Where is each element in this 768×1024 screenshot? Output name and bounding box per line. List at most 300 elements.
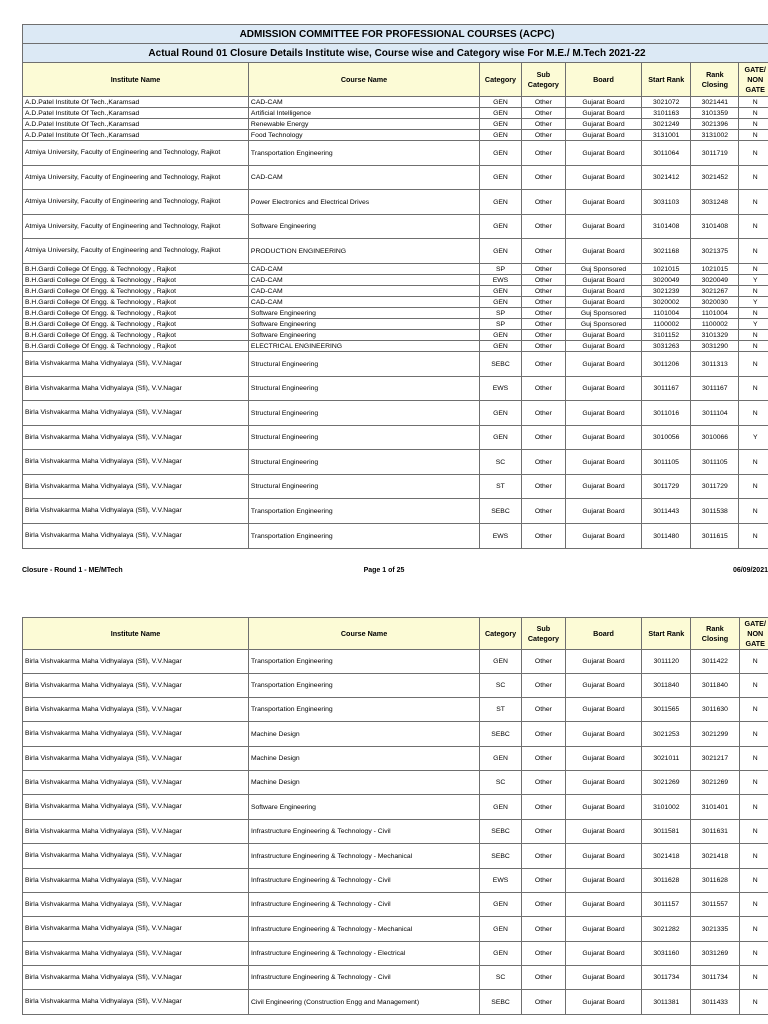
sub-category-cell: Other bbox=[521, 341, 565, 352]
institute-cell: Birla Vishvakarma Maha Vidhyalaya (Sfi), V.V.Nagar bbox=[23, 771, 249, 795]
rank-closing-cell: 3101408 bbox=[691, 215, 739, 239]
sub-category-cell: Other bbox=[521, 119, 565, 130]
rank-closing-cell: 3011104 bbox=[691, 401, 739, 426]
course-cell: Artificial Intelligence bbox=[248, 108, 479, 119]
gate-cell: N bbox=[739, 166, 768, 190]
table-row bbox=[23, 215, 768, 239]
start-rank-cell: 3011840 bbox=[642, 674, 691, 698]
course-cell: CAD-CAM bbox=[248, 166, 479, 190]
start-rank-cell: 3101408 bbox=[642, 215, 691, 239]
table-row bbox=[23, 917, 768, 942]
header-gate: GATE/ NON GATE bbox=[739, 618, 768, 650]
board-cell: Gujarat Board bbox=[565, 499, 641, 524]
header-gate: GATE/ NON GATE bbox=[739, 63, 768, 97]
course-cell: Transportation Engineering bbox=[248, 698, 479, 722]
start-rank-cell: 3020002 bbox=[642, 297, 691, 308]
course-cell: Machine Design bbox=[248, 771, 479, 795]
course-cell: Structural Engineering bbox=[248, 426, 479, 450]
course-cell: Infrastructure Engineering & Technology - Civil bbox=[248, 966, 479, 990]
course-cell: Structural Engineering bbox=[248, 377, 479, 401]
sub-category-cell: Other bbox=[521, 239, 565, 264]
category-cell: SEBC bbox=[480, 820, 522, 844]
course-cell: Infrastructure Engineering & Technology - Mechanical bbox=[248, 844, 479, 869]
board-cell: Gujarat Board bbox=[565, 239, 641, 264]
start-rank-cell: 3021168 bbox=[642, 239, 691, 264]
sub-category-cell: Other bbox=[521, 524, 565, 549]
gate-cell: N bbox=[739, 130, 768, 141]
rank-closing-cell: 3031248 bbox=[691, 190, 739, 215]
start-rank-cell: 3021011 bbox=[642, 747, 691, 771]
category-cell: SEBC bbox=[480, 844, 522, 869]
course-cell: Software Engineering bbox=[248, 215, 479, 239]
table-row bbox=[23, 297, 768, 308]
start-rank-cell: 3021282 bbox=[642, 917, 691, 942]
course-cell: Software Engineering bbox=[248, 795, 479, 820]
start-rank-cell: 3021269 bbox=[642, 771, 691, 795]
rank-closing-cell: 3011167 bbox=[691, 377, 739, 401]
course-cell: Structural Engineering bbox=[248, 401, 479, 426]
board-cell: Gujarat Board bbox=[565, 942, 641, 966]
board-cell: Guj Sponsored bbox=[565, 308, 641, 319]
rank-closing-cell: 3021335 bbox=[691, 917, 739, 942]
document-subtitle: Actual Round 01 Closure Details Institute wise, Course wise and Category wise For M.E./ M.Tech 2021-22 bbox=[23, 44, 768, 63]
gate-cell: N bbox=[739, 771, 768, 795]
course-cell: Structural Engineering bbox=[248, 352, 479, 377]
category-cell: GEN bbox=[480, 942, 522, 966]
gate-cell: N bbox=[739, 352, 768, 377]
table-row bbox=[23, 141, 768, 166]
rank-closing-cell: 3021441 bbox=[691, 97, 739, 108]
category-cell: EWS bbox=[480, 377, 522, 401]
board-cell: Gujarat Board bbox=[565, 401, 641, 426]
institute-cell: A.D.Patel Institute Of Tech.,Karamsad bbox=[23, 97, 249, 108]
gate-cell: N bbox=[739, 264, 768, 275]
gate-cell: N bbox=[739, 844, 768, 869]
board-cell: Gujarat Board bbox=[565, 141, 641, 166]
start-rank-cell: 3101152 bbox=[642, 330, 691, 341]
institute-cell: Birla Vishvakarma Maha Vidhyalaya (Sfi), V.V.Nagar bbox=[23, 450, 249, 475]
sub-category-cell: Other bbox=[521, 450, 565, 475]
start-rank-cell: 3021412 bbox=[642, 166, 691, 190]
rank-closing-cell: 3011313 bbox=[691, 352, 739, 377]
header-institute: Institute Name bbox=[23, 63, 249, 97]
gate-cell: N bbox=[739, 97, 768, 108]
table-row bbox=[23, 990, 768, 1015]
institute-cell: Birla Vishvakarma Maha Vidhyalaya (Sfi), V.V.Nagar bbox=[23, 795, 249, 820]
start-rank-cell: 3031103 bbox=[642, 190, 691, 215]
board-cell: Gujarat Board bbox=[565, 475, 641, 499]
start-rank-cell: 3011628 bbox=[642, 869, 691, 893]
category-cell: GEN bbox=[480, 795, 522, 820]
table-row bbox=[23, 119, 768, 130]
institute-cell: Atmiya University, Faculty of Engineering and Technology, Rajkot bbox=[23, 166, 249, 190]
table-row bbox=[23, 674, 768, 698]
sub-category-cell: Other bbox=[521, 275, 565, 286]
institute-cell: A.D.Patel Institute Of Tech.,Karamsad bbox=[23, 130, 249, 141]
course-cell: Machine Design bbox=[248, 747, 479, 771]
category-cell: GEN bbox=[480, 917, 522, 942]
start-rank-cell: 3011206 bbox=[642, 352, 691, 377]
category-cell: SC bbox=[480, 450, 522, 475]
category-cell: SEBC bbox=[480, 990, 522, 1015]
sub-category-cell: Other bbox=[521, 966, 565, 990]
institute-cell: B.H.Gardi College Of Engg. & Technology , Rajkot bbox=[23, 275, 249, 286]
start-rank-cell: 3020049 bbox=[642, 275, 691, 286]
start-rank-cell: 3011565 bbox=[642, 698, 691, 722]
category-cell: GEN bbox=[480, 747, 522, 771]
start-rank-cell: 3101163 bbox=[642, 108, 691, 119]
institute-cell: Birla Vishvakarma Maha Vidhyalaya (Sfi), V.V.Nagar bbox=[23, 426, 249, 450]
table-row bbox=[23, 286, 768, 297]
course-cell: Transportation Engineering bbox=[248, 650, 479, 674]
category-cell: EWS bbox=[480, 524, 522, 549]
start-rank-cell: 3011167 bbox=[642, 377, 691, 401]
footer-page-number: Page 1 of 25 bbox=[363, 567, 405, 574]
gate-cell: N bbox=[739, 401, 768, 426]
course-cell: Infrastructure Engineering & Technology - Civil bbox=[248, 893, 479, 917]
header-sub-category: Sub Category bbox=[521, 618, 565, 650]
sub-category-cell: Other bbox=[521, 795, 565, 820]
institute-cell: Birla Vishvakarma Maha Vidhyalaya (Sfi), V.V.Nagar bbox=[23, 942, 249, 966]
table-row bbox=[23, 450, 768, 475]
institute-cell: A.D.Patel Institute Of Tech.,Karamsad bbox=[23, 119, 249, 130]
institute-cell: Birla Vishvakarma Maha Vidhyalaya (Sfi), V.V.Nagar bbox=[23, 377, 249, 401]
start-rank-cell: 3011443 bbox=[642, 499, 691, 524]
category-cell: SEBC bbox=[480, 352, 522, 377]
course-cell: Infrastructure Engineering & Technology - Electrical bbox=[248, 942, 479, 966]
board-cell: Gujarat Board bbox=[565, 747, 641, 771]
board-cell: Gujarat Board bbox=[565, 650, 641, 674]
table-row bbox=[23, 401, 768, 426]
rank-closing-cell: 3101401 bbox=[691, 795, 739, 820]
start-rank-cell: 3011480 bbox=[642, 524, 691, 549]
course-cell: Machine Design bbox=[248, 722, 479, 747]
table-row bbox=[23, 108, 768, 119]
institute-cell: Birla Vishvakarma Maha Vidhyalaya (Sfi), V.V.Nagar bbox=[23, 990, 249, 1015]
course-cell: Software Engineering bbox=[248, 308, 479, 319]
gate-cell: N bbox=[739, 820, 768, 844]
course-cell: CAD-CAM bbox=[248, 264, 479, 275]
course-cell: CAD-CAM bbox=[248, 286, 479, 297]
rank-closing-cell: 3021396 bbox=[691, 119, 739, 130]
institute-cell: Atmiya University, Faculty of Engineering and Technology, Rajkot bbox=[23, 239, 249, 264]
institute-cell: Birla Vishvakarma Maha Vidhyalaya (Sfi), V.V.Nagar bbox=[23, 650, 249, 674]
table-row bbox=[23, 869, 768, 893]
course-cell: ELECTRICAL ENGINEERING bbox=[248, 341, 479, 352]
table-row bbox=[23, 942, 768, 966]
category-cell: SP bbox=[480, 319, 522, 330]
sub-category-cell: Other bbox=[521, 426, 565, 450]
category-cell: SC bbox=[480, 674, 522, 698]
rank-closing-cell: 3021375 bbox=[691, 239, 739, 264]
gate-cell: N bbox=[739, 747, 768, 771]
start-rank-cell: 3011157 bbox=[642, 893, 691, 917]
category-cell: GEN bbox=[480, 108, 522, 119]
board-cell: Gujarat Board bbox=[565, 869, 641, 893]
gate-cell: N bbox=[739, 990, 768, 1015]
gate-cell: N bbox=[739, 524, 768, 549]
sub-category-cell: Other bbox=[521, 990, 565, 1015]
table-row bbox=[23, 795, 768, 820]
sub-category-cell: Other bbox=[521, 308, 565, 319]
institute-cell: Birla Vishvakarma Maha Vidhyalaya (Sfi), V.V.Nagar bbox=[23, 698, 249, 722]
sub-category-cell: Other bbox=[521, 942, 565, 966]
table-row bbox=[23, 722, 768, 747]
institute-cell: B.H.Gardi College Of Engg. & Technology , Rajkot bbox=[23, 319, 249, 330]
start-rank-cell: 3101002 bbox=[642, 795, 691, 820]
category-cell: SC bbox=[480, 771, 522, 795]
board-cell: Gujarat Board bbox=[565, 722, 641, 747]
rank-closing-cell: 3011631 bbox=[691, 820, 739, 844]
sub-category-cell: Other bbox=[521, 264, 565, 275]
sub-category-cell: Other bbox=[521, 286, 565, 297]
board-cell: Gujarat Board bbox=[565, 275, 641, 286]
board-cell: Gujarat Board bbox=[565, 130, 641, 141]
sub-category-cell: Other bbox=[521, 330, 565, 341]
header-rank-closing: Rank Closing bbox=[691, 63, 739, 97]
header-course: Course Name bbox=[248, 63, 479, 97]
table-row bbox=[23, 650, 768, 674]
start-rank-cell: 3011734 bbox=[642, 966, 691, 990]
institute-cell: Birla Vishvakarma Maha Vidhyalaya (Sfi), V.V.Nagar bbox=[23, 401, 249, 426]
course-cell: CAD-CAM bbox=[248, 297, 479, 308]
sub-category-cell: Other bbox=[521, 190, 565, 215]
gate-cell: Y bbox=[739, 297, 768, 308]
table-row bbox=[23, 319, 768, 330]
rank-closing-cell: 3011729 bbox=[691, 475, 739, 499]
rank-closing-cell: 3011734 bbox=[691, 966, 739, 990]
start-rank-cell: 1100002 bbox=[642, 319, 691, 330]
sub-category-cell: Other bbox=[521, 917, 565, 942]
gate-cell: N bbox=[739, 869, 768, 893]
rank-closing-cell: 3011422 bbox=[691, 650, 739, 674]
rank-closing-cell: 3020049 bbox=[691, 275, 739, 286]
board-cell: Gujarat Board bbox=[565, 674, 641, 698]
category-cell: GEN bbox=[480, 215, 522, 239]
start-rank-cell: 3011016 bbox=[642, 401, 691, 426]
table-row bbox=[23, 820, 768, 844]
board-cell: Gujarat Board bbox=[565, 450, 641, 475]
institute-cell: Birla Vishvakarma Maha Vidhyalaya (Sfi), V.V.Nagar bbox=[23, 893, 249, 917]
institute-cell: B.H.Gardi College Of Engg. & Technology , Rajkot bbox=[23, 330, 249, 341]
category-cell: GEN bbox=[480, 893, 522, 917]
institute-cell: Atmiya University, Faculty of Engineering and Technology, Rajkot bbox=[23, 141, 249, 166]
board-cell: Gujarat Board bbox=[565, 286, 641, 297]
institute-cell: Atmiya University, Faculty of Engineering and Technology, Rajkot bbox=[23, 215, 249, 239]
sub-category-cell: Other bbox=[521, 475, 565, 499]
gate-cell: N bbox=[739, 190, 768, 215]
sub-category-cell: Other bbox=[521, 722, 565, 747]
rank-closing-cell: 3011840 bbox=[691, 674, 739, 698]
course-cell: Civil Engineering (Construction Engg and Management) bbox=[248, 990, 479, 1015]
rank-closing-cell: 1021015 bbox=[691, 264, 739, 275]
board-cell: Gujarat Board bbox=[565, 771, 641, 795]
sub-category-cell: Other bbox=[521, 108, 565, 119]
footer-date: 06/09/2021 bbox=[732, 567, 768, 574]
rank-closing-cell: 3021217 bbox=[691, 747, 739, 771]
category-cell: GEN bbox=[480, 239, 522, 264]
board-cell: Gujarat Board bbox=[565, 330, 641, 341]
sub-category-cell: Other bbox=[521, 377, 565, 401]
table-row bbox=[23, 130, 768, 141]
board-cell: Gujarat Board bbox=[565, 844, 641, 869]
board-cell: Gujarat Board bbox=[565, 297, 641, 308]
course-cell: Structural Engineering bbox=[248, 475, 479, 499]
table-row bbox=[23, 747, 768, 771]
board-cell: Gujarat Board bbox=[565, 108, 641, 119]
board-cell: Guj Sponsored bbox=[565, 264, 641, 275]
sub-category-cell: Other bbox=[521, 869, 565, 893]
gate-cell: N bbox=[739, 108, 768, 119]
header-category: Category bbox=[480, 63, 522, 97]
category-cell: GEN bbox=[480, 119, 522, 130]
sub-category-cell: Other bbox=[521, 747, 565, 771]
gate-cell: Y bbox=[739, 426, 768, 450]
rank-closing-cell: 1101004 bbox=[691, 308, 739, 319]
header-category: Category bbox=[480, 618, 522, 650]
sub-category-cell: Other bbox=[521, 771, 565, 795]
table-row bbox=[23, 698, 768, 722]
course-cell: Transportation Engineering bbox=[248, 499, 479, 524]
institute-cell: Birla Vishvakarma Maha Vidhyalaya (Sfi), V.V.Nagar bbox=[23, 722, 249, 747]
header-board: Board bbox=[565, 63, 641, 97]
category-cell: EWS bbox=[480, 869, 522, 893]
gate-cell: N bbox=[739, 966, 768, 990]
category-cell: GEN bbox=[480, 650, 522, 674]
start-rank-cell: 3011105 bbox=[642, 450, 691, 475]
sub-category-cell: Other bbox=[521, 820, 565, 844]
course-cell: Transportation Engineering bbox=[248, 141, 479, 166]
gate-cell: Y bbox=[739, 319, 768, 330]
board-cell: Gujarat Board bbox=[565, 820, 641, 844]
table-row bbox=[23, 190, 768, 215]
board-cell: Gujarat Board bbox=[565, 795, 641, 820]
gate-cell: N bbox=[739, 698, 768, 722]
board-cell: Gujarat Board bbox=[565, 426, 641, 450]
gate-cell: N bbox=[739, 942, 768, 966]
course-cell: Infrastructure Engineering & Technology - Civil bbox=[248, 820, 479, 844]
gate-cell: N bbox=[739, 330, 768, 341]
header-start-rank: Start Rank bbox=[642, 63, 691, 97]
sub-category-cell: Other bbox=[521, 893, 565, 917]
course-cell: Software Engineering bbox=[248, 330, 479, 341]
board-cell: Gujarat Board bbox=[565, 966, 641, 990]
course-cell: Food Technology bbox=[248, 130, 479, 141]
gate-cell: N bbox=[739, 341, 768, 352]
board-cell: Gujarat Board bbox=[565, 190, 641, 215]
rank-closing-cell: 3010066 bbox=[691, 426, 739, 450]
gate-cell: Y bbox=[739, 275, 768, 286]
table-row bbox=[23, 499, 768, 524]
header-rank-closing: Rank Closing bbox=[691, 618, 739, 650]
institute-cell: Birla Vishvakarma Maha Vidhyalaya (Sfi), V.V.Nagar bbox=[23, 844, 249, 869]
category-cell: SEBC bbox=[480, 499, 522, 524]
institute-cell: Birla Vishvakarma Maha Vidhyalaya (Sfi), V.V.Nagar bbox=[23, 352, 249, 377]
board-cell: Gujarat Board bbox=[565, 698, 641, 722]
category-cell: GEN bbox=[480, 97, 522, 108]
table-row bbox=[23, 166, 768, 190]
rank-closing-cell: 1100002 bbox=[691, 319, 739, 330]
table-row bbox=[23, 524, 768, 549]
sub-category-cell: Other bbox=[521, 352, 565, 377]
start-rank-cell: 3011120 bbox=[642, 650, 691, 674]
start-rank-cell: 3011729 bbox=[642, 475, 691, 499]
institute-cell: B.H.Gardi College Of Engg. & Technology , Rajkot bbox=[23, 297, 249, 308]
rank-closing-cell: 3031290 bbox=[691, 341, 739, 352]
table-row bbox=[23, 771, 768, 795]
start-rank-cell: 1021015 bbox=[642, 264, 691, 275]
category-cell: GEN bbox=[480, 426, 522, 450]
gate-cell: N bbox=[739, 119, 768, 130]
institute-cell: B.H.Gardi College Of Engg. & Technology , Rajkot bbox=[23, 341, 249, 352]
institute-cell: Birla Vishvakarma Maha Vidhyalaya (Sfi), V.V.Nagar bbox=[23, 966, 249, 990]
board-cell: Gujarat Board bbox=[565, 341, 641, 352]
start-rank-cell: 3010056 bbox=[642, 426, 691, 450]
start-rank-cell: 3011381 bbox=[642, 990, 691, 1015]
course-cell: Software Engineering bbox=[248, 319, 479, 330]
sub-category-cell: Other bbox=[521, 499, 565, 524]
header-sub-category: Sub Category bbox=[521, 63, 565, 97]
rank-closing-cell: 3011105 bbox=[691, 450, 739, 475]
institute-cell: B.H.Gardi College Of Engg. & Technology , Rajkot bbox=[23, 264, 249, 275]
closure-table-page-1 bbox=[22, 24, 768, 549]
table-header bbox=[23, 618, 768, 650]
header-start-rank: Start Rank bbox=[642, 618, 691, 650]
sub-category-cell: Other bbox=[521, 166, 565, 190]
table-row bbox=[23, 426, 768, 450]
rank-closing-cell: 3021267 bbox=[691, 286, 739, 297]
course-cell: Infrastructure Engineering & Technology - Civil bbox=[248, 869, 479, 893]
category-cell: GEN bbox=[480, 330, 522, 341]
rank-closing-cell: 3021269 bbox=[691, 771, 739, 795]
start-rank-cell: 3011064 bbox=[642, 141, 691, 166]
board-cell: Gujarat Board bbox=[565, 119, 641, 130]
category-cell: SEBC bbox=[480, 722, 522, 747]
course-cell: Transportation Engineering bbox=[248, 524, 479, 549]
institute-cell: B.H.Gardi College Of Engg. & Technology , Rajkot bbox=[23, 308, 249, 319]
table-row bbox=[23, 97, 768, 108]
board-cell: Gujarat Board bbox=[565, 377, 641, 401]
rank-closing-cell: 3011557 bbox=[691, 893, 739, 917]
institute-cell: Birla Vishvakarma Maha Vidhyalaya (Sfi), V.V.Nagar bbox=[23, 869, 249, 893]
gate-cell: N bbox=[739, 308, 768, 319]
board-cell: Gujarat Board bbox=[565, 524, 641, 549]
rank-closing-cell: 3101359 bbox=[691, 108, 739, 119]
board-cell: Gujarat Board bbox=[565, 917, 641, 942]
start-rank-cell: 3021239 bbox=[642, 286, 691, 297]
sub-category-cell: Other bbox=[521, 698, 565, 722]
table-row bbox=[23, 966, 768, 990]
start-rank-cell: 3011581 bbox=[642, 820, 691, 844]
gate-cell: N bbox=[739, 141, 768, 166]
institute-cell: Birla Vishvakarma Maha Vidhyalaya (Sfi), V.V.Nagar bbox=[23, 499, 249, 524]
category-cell: GEN bbox=[480, 286, 522, 297]
institute-cell: Birla Vishvakarma Maha Vidhyalaya (Sfi), V.V.Nagar bbox=[23, 674, 249, 698]
gate-cell: N bbox=[739, 650, 768, 674]
sub-category-cell: Other bbox=[521, 141, 565, 166]
board-cell: Gujarat Board bbox=[565, 166, 641, 190]
sub-category-cell: Other bbox=[521, 319, 565, 330]
closure-table-page-2 bbox=[22, 617, 768, 1015]
category-cell: ST bbox=[480, 698, 522, 722]
course-cell: PRODUCTION ENGINEERING bbox=[248, 239, 479, 264]
category-cell: GEN bbox=[480, 297, 522, 308]
start-rank-cell: 3131001 bbox=[642, 130, 691, 141]
course-cell: CAD-CAM bbox=[248, 275, 479, 286]
table-row bbox=[23, 330, 768, 341]
rank-closing-cell: 3021299 bbox=[691, 722, 739, 747]
category-cell: SP bbox=[480, 308, 522, 319]
